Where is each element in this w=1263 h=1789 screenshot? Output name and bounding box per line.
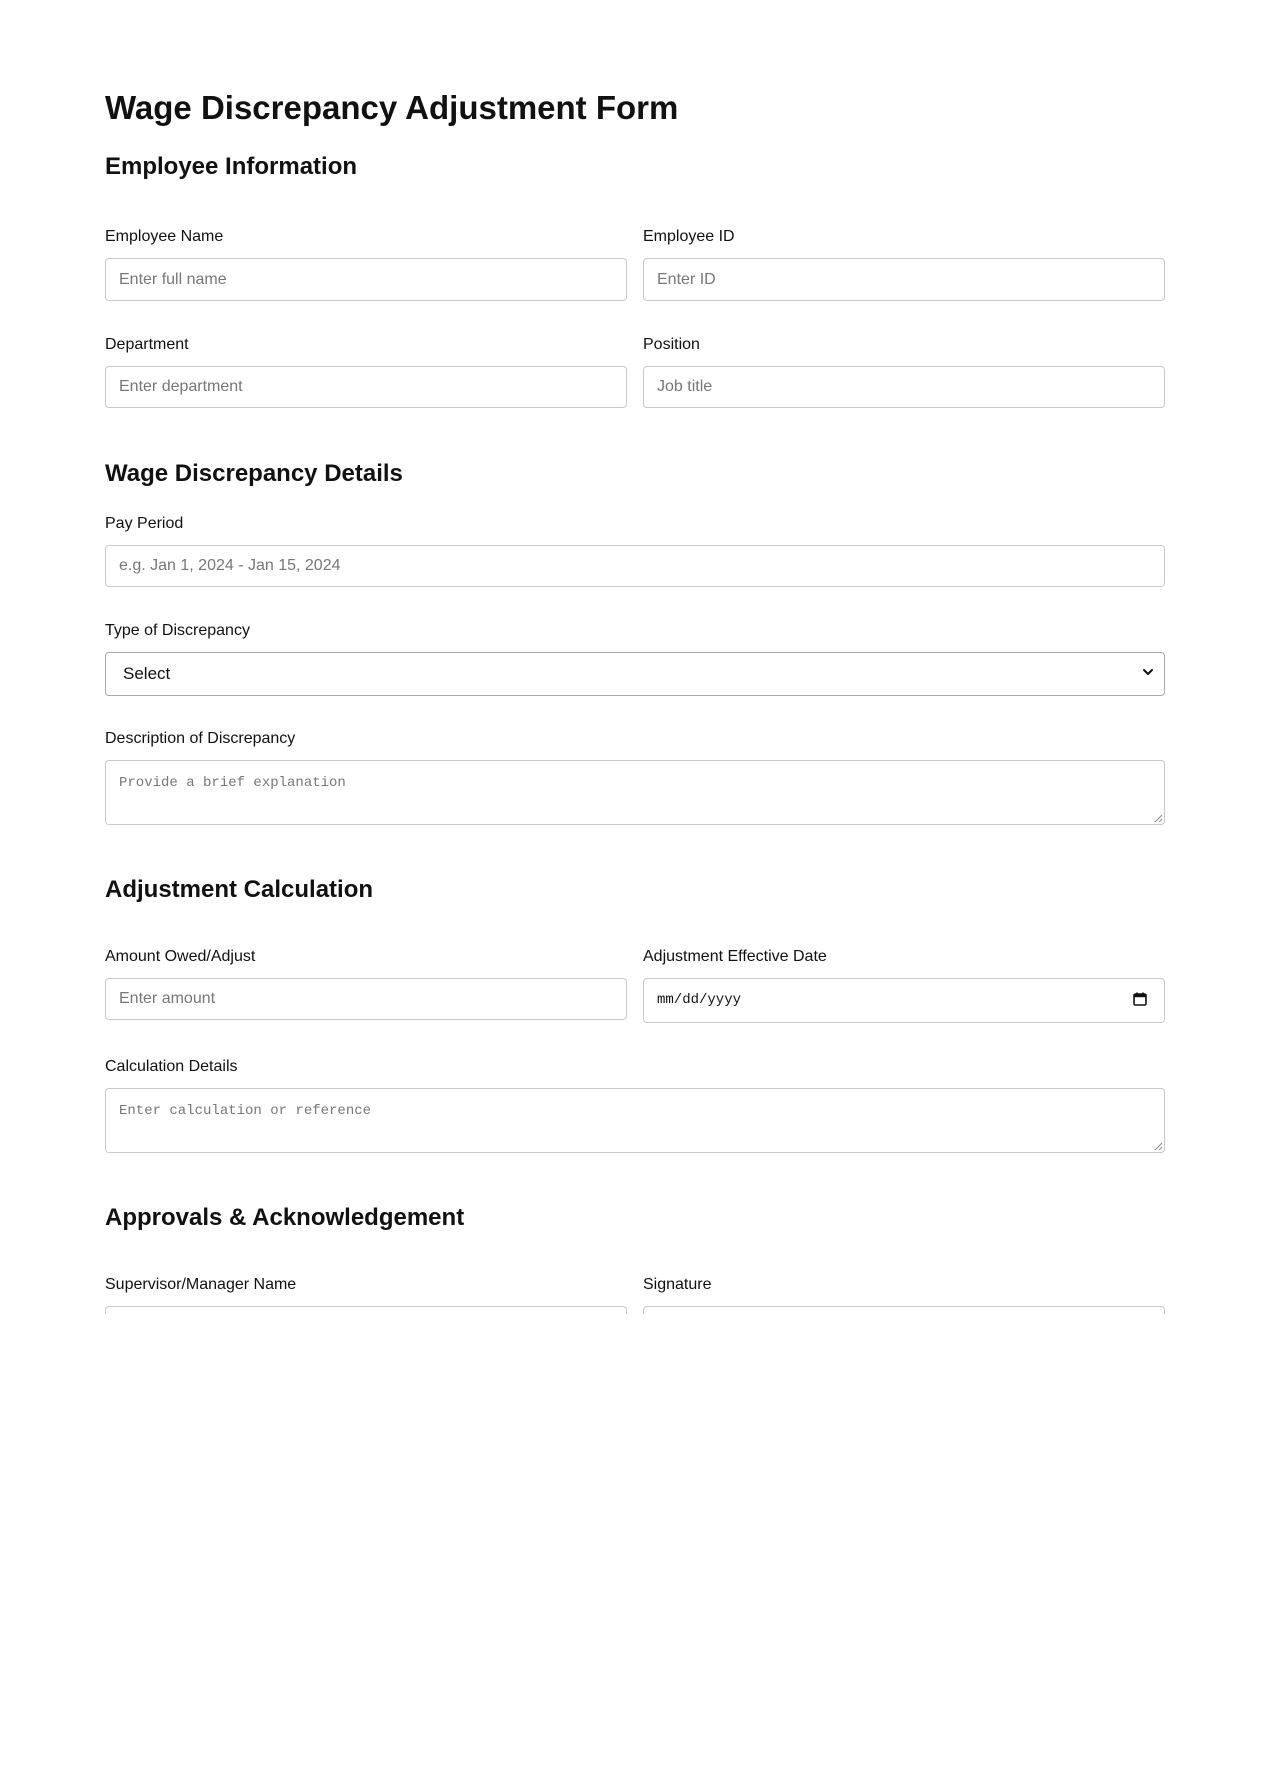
employee-name-label: Employee Name [105,228,224,245]
calendar-icon[interactable] [1132,991,1148,1007]
discrepancy-type-label: Type of Discrepancy [105,622,250,639]
chevron-down-icon [1142,666,1154,678]
amount-label: Amount Owed/Adjust [105,948,256,965]
department-label: Department [105,336,189,353]
amount-input[interactable] [105,978,627,1020]
signature-input[interactable] [643,1306,1165,1314]
section-heading-employee-information: Employee Information [105,153,358,180]
position-label: Position [643,336,700,353]
position-input[interactable] [643,366,1165,408]
effective-date-label: Adjustment Effective Date [643,948,827,965]
section-heading-adjustment-calculation: Adjustment Calculation [105,876,374,903]
section-heading-wage-discrepancy-details: Wage Discrepancy Details [105,460,403,487]
signature-label: Signature [643,1276,712,1293]
employee-id-label: Employee ID [643,228,735,245]
discrepancy-type-selected-value: Select [123,664,171,683]
pay-period-input[interactable] [105,545,1165,587]
supervisor-name-label: Supervisor/Manager Name [105,1276,297,1293]
resize-grip-icon[interactable] [1154,814,1163,823]
section-heading-approvals: Approvals & Acknowledgement [105,1204,465,1231]
pay-period-label: Pay Period [105,515,184,532]
description-wrapper [105,760,1165,825]
calculation-details-label: Calculation Details [105,1058,238,1075]
effective-date-value: mm/dd/yyyy [657,992,742,1008]
resize-grip-icon[interactable] [1154,1142,1163,1151]
form-title: Wage Discrepancy Adjustment Form [105,89,679,126]
calculation-details-wrapper [105,1088,1165,1153]
description-label: Description of Discrepancy [105,730,296,747]
department-input[interactable] [105,366,627,408]
supervisor-name-input[interactable] [105,1306,627,1314]
description-textarea[interactable] [105,760,1165,825]
calculation-details-textarea[interactable] [105,1088,1165,1153]
employee-name-input[interactable] [105,258,627,301]
effective-date-input[interactable] [643,978,1165,1023]
employee-id-input[interactable] [643,258,1165,301]
discrepancy-type-select[interactable] [105,652,1165,696]
